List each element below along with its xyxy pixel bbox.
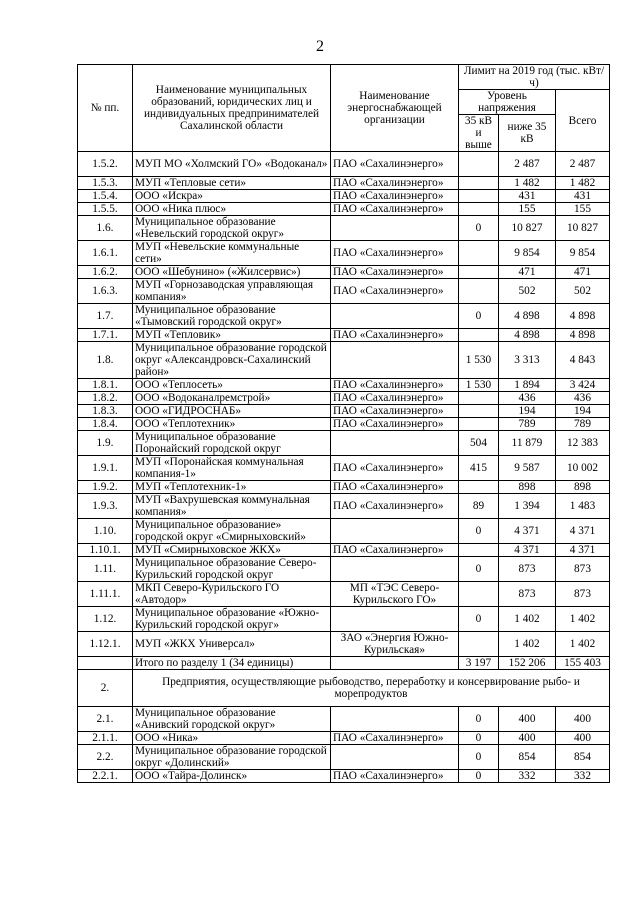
- row-number: 1.12.: [78, 607, 133, 632]
- table-row: [78, 481, 610, 494]
- row-number: 1.11.: [78, 557, 133, 582]
- row-limit-35kv: 3 197: [459, 657, 499, 670]
- row-name: МУП «Теплотехник-1»: [133, 481, 331, 494]
- row-number: 1.10.1.: [78, 544, 133, 557]
- row-name: ООО «ГИДРОСНАБ»: [133, 405, 331, 418]
- row-limit-below-35kv: 332: [499, 770, 556, 783]
- table-row: [78, 304, 610, 329]
- row-name: ООО «Ника»: [133, 732, 331, 745]
- table-body: [78, 152, 610, 783]
- limits-table: [77, 64, 610, 783]
- row-limit-35kv: [459, 241, 499, 266]
- row-limit-35kv: [459, 418, 499, 431]
- row-name: МУП «Горнозаводская управляющая компания»: [133, 279, 331, 304]
- row-limit-total: 332: [556, 770, 610, 783]
- row-limit-total: 789: [556, 418, 610, 431]
- table-row: [78, 203, 610, 216]
- page-number: 2: [316, 38, 324, 55]
- row-number: 1.5.5.: [78, 203, 133, 216]
- row-name: Муниципальное образование городской округ «Александровск-Сахалинский район»: [133, 342, 331, 379]
- table-row: [78, 392, 610, 405]
- row-limit-total: 4 371: [556, 544, 610, 557]
- row-name: МУП «Тепловые сети»: [133, 177, 331, 190]
- row-limit-35kv: 1 530: [459, 342, 499, 379]
- row-name: ООО «Теплотехник»: [133, 418, 331, 431]
- table-row: [78, 279, 610, 304]
- header-below-35kv: ниже 35 кВ: [499, 115, 556, 152]
- row-name: ООО «Шебунино» («Жилсервис»): [133, 266, 331, 279]
- row-number: 1.5.4.: [78, 190, 133, 203]
- row-limit-35kv: [459, 632, 499, 657]
- row-energy-supplier: [331, 431, 459, 456]
- table-row: [78, 456, 610, 481]
- row-energy-supplier: ПАО «Сахалинэнерго»: [331, 544, 459, 557]
- row-limit-total: 4 898: [556, 329, 610, 342]
- row-limit-total: 873: [556, 557, 610, 582]
- row-number: 1.8.1.: [78, 379, 133, 392]
- table-row: [78, 582, 610, 607]
- row-limit-total: 9 854: [556, 241, 610, 266]
- row-energy-supplier: ПАО «Сахалинэнерго»: [331, 392, 459, 405]
- row-name: МУП МО «Холмский ГО» «Водоканал»: [133, 152, 331, 177]
- row-limit-below-35kv: 1 402: [499, 607, 556, 632]
- row-limit-35kv: [459, 266, 499, 279]
- table-row: [78, 405, 610, 418]
- row-name: Муниципальное образование «Невельский городской округ»: [133, 216, 331, 241]
- row-limit-35kv: [459, 392, 499, 405]
- row-limit-total: 436: [556, 392, 610, 405]
- row-limit-below-35kv: 873: [499, 557, 556, 582]
- row-energy-supplier: ПАО «Сахалинэнерго»: [331, 241, 459, 266]
- row-limit-total: 12 383: [556, 431, 610, 456]
- row-limit-total: 431: [556, 190, 610, 203]
- row-number: 1.7.1.: [78, 329, 133, 342]
- header-total: Всего: [556, 90, 610, 152]
- row-number: 1.6.3.: [78, 279, 133, 304]
- row-limit-below-35kv: 431: [499, 190, 556, 203]
- row-limit-total: 1 402: [556, 632, 610, 657]
- row-name: МУП «Невельские коммунальные сети»: [133, 241, 331, 266]
- row-energy-supplier: ПАО «Сахалинэнерго»: [331, 405, 459, 418]
- row-energy-supplier: [331, 519, 459, 544]
- row-limit-total: 2 487: [556, 152, 610, 177]
- row-limit-below-35kv: 194: [499, 405, 556, 418]
- row-name: МУП «Тепловик»: [133, 329, 331, 342]
- row-limit-35kv: [459, 481, 499, 494]
- row-energy-supplier: [331, 216, 459, 241]
- row-energy-supplier: ПАО «Сахалинэнерго»: [331, 732, 459, 745]
- row-limit-below-35kv: 155: [499, 203, 556, 216]
- row-limit-below-35kv: 471: [499, 266, 556, 279]
- row-number: 1.9.: [78, 431, 133, 456]
- table-row: [78, 607, 610, 632]
- row-energy-supplier: ПАО «Сахалинэнерго»: [331, 494, 459, 519]
- row-limit-below-35kv: 4 898: [499, 304, 556, 329]
- row-limit-below-35kv: 1 894: [499, 379, 556, 392]
- row-number: 1.6.1.: [78, 241, 133, 266]
- row-energy-supplier: [331, 557, 459, 582]
- row-limit-below-35kv: 4 371: [499, 544, 556, 557]
- row-name: МКП Северо-Курильского ГО «Автодор»: [133, 582, 331, 607]
- row-limit-total: 854: [556, 745, 610, 770]
- row-limit-below-35kv: 1 394: [499, 494, 556, 519]
- row-number: 1.8.3.: [78, 405, 133, 418]
- row-energy-supplier: ПАО «Сахалинэнерго»: [331, 177, 459, 190]
- row-name: Муниципальное образование «Анивский городской округ»: [133, 707, 331, 732]
- row-limit-total: 898: [556, 481, 610, 494]
- row-limit-35kv: [459, 177, 499, 190]
- row-number: 1.8.2.: [78, 392, 133, 405]
- row-number: 1.8.4.: [78, 418, 133, 431]
- row-limit-below-35kv: 3 313: [499, 342, 556, 379]
- row-limit-total: 4 371: [556, 519, 610, 544]
- row-limit-total: 10 002: [556, 456, 610, 481]
- row-name: МУП «Вахрушевская коммунальная компания»: [133, 494, 331, 519]
- row-name: ООО «Водоканалремстрой»: [133, 392, 331, 405]
- table-row: [78, 494, 610, 519]
- row-limit-35kv: [459, 279, 499, 304]
- row-limit-total: 194: [556, 405, 610, 418]
- row-limit-35kv: 1 530: [459, 379, 499, 392]
- row-energy-supplier: ПАО «Сахалинэнерго»: [331, 379, 459, 392]
- row-limit-total: 155 403: [556, 657, 610, 670]
- row-name: ООО «Теплосеть»: [133, 379, 331, 392]
- row-limit-below-35kv: 1 402: [499, 632, 556, 657]
- row-limit-total: 155: [556, 203, 610, 216]
- row-limit-below-35kv: 400: [499, 707, 556, 732]
- row-limit-below-35kv: 854: [499, 745, 556, 770]
- row-limit-below-35kv: 898: [499, 481, 556, 494]
- row-limit-below-35kv: 400: [499, 732, 556, 745]
- row-name: ООО «Тайра-Долинск»: [133, 770, 331, 783]
- row-energy-supplier: ПАО «Сахалинэнерго»: [331, 329, 459, 342]
- row-name: Муниципальное образование «Тымовский городской округ»: [133, 304, 331, 329]
- row-number: 1.8.: [78, 342, 133, 379]
- row-limit-below-35kv: 10 827: [499, 216, 556, 241]
- row-limit-below-35kv: 502: [499, 279, 556, 304]
- row-limit-35kv: 0: [459, 732, 499, 745]
- row-name: Муниципальное образование» городской округ «Смирныховский»: [133, 519, 331, 544]
- table-row: [78, 557, 610, 582]
- section-row: [78, 670, 610, 707]
- row-energy-supplier: ПАО «Сахалинэнерго»: [331, 279, 459, 304]
- row-number: 1.6.: [78, 216, 133, 241]
- row-limit-total: 873: [556, 582, 610, 607]
- row-energy-supplier: [331, 657, 459, 670]
- row-energy-supplier: ПАО «Сахалинэнерго»: [331, 418, 459, 431]
- row-number: 2.1.1.: [78, 732, 133, 745]
- row-name: Муниципальное образование Северо-Курильский городской округ: [133, 557, 331, 582]
- row-limit-below-35kv: 9 587: [499, 456, 556, 481]
- header-org: Наименование энергоснабжающей организации: [331, 65, 459, 152]
- row-name: МУП «Поронайская коммунальная компания-1»: [133, 456, 331, 481]
- table-header: [78, 65, 610, 152]
- row-limit-35kv: 415: [459, 456, 499, 481]
- table-row: [78, 707, 610, 732]
- row-energy-supplier: ПАО «Сахалинэнерго»: [331, 770, 459, 783]
- row-number: 1.9.1.: [78, 456, 133, 481]
- row-limit-35kv: 0: [459, 707, 499, 732]
- row-limit-35kv: 0: [459, 745, 499, 770]
- row-limit-below-35kv: 873: [499, 582, 556, 607]
- row-limit-total: 502: [556, 279, 610, 304]
- row-energy-supplier: [331, 304, 459, 329]
- row-limit-below-35kv: 4 898: [499, 329, 556, 342]
- row-name: МУП «ЖКХ Универсал»: [133, 632, 331, 657]
- header-num: № пп.: [78, 65, 133, 152]
- row-name: Муниципальное образование Поронайский городской округ: [133, 431, 331, 456]
- row-limit-below-35kv: 9 854: [499, 241, 556, 266]
- row-limit-total: 3 424: [556, 379, 610, 392]
- row-limit-35kv: 0: [459, 557, 499, 582]
- table-row: [78, 177, 610, 190]
- row-limit-below-35kv: 11 879: [499, 431, 556, 456]
- row-limit-total: 1 402: [556, 607, 610, 632]
- row-limit-below-35kv: 1 482: [499, 177, 556, 190]
- row-number: 1.5.3.: [78, 177, 133, 190]
- row-number: 1.6.2.: [78, 266, 133, 279]
- table-row: [78, 379, 610, 392]
- header-name: Наименование муниципальных образований, юридических лиц и индивидуальных предпринимателей Сахалинской области: [133, 65, 331, 152]
- section-title: Предприятия, осуществляющие рыбоводство, переработку и консервирование рыбо- и морепродуктов: [133, 670, 610, 707]
- row-energy-supplier: [331, 342, 459, 379]
- row-number: [78, 657, 133, 670]
- row-limit-35kv: [459, 582, 499, 607]
- table-row: [78, 216, 610, 241]
- row-number: 1.5.2.: [78, 152, 133, 177]
- row-limit-below-35kv: 2 487: [499, 152, 556, 177]
- row-limit-below-35kv: 152 206: [499, 657, 556, 670]
- row-number: 1.11.1.: [78, 582, 133, 607]
- row-name: ООО «Искра»: [133, 190, 331, 203]
- row-limit-35kv: [459, 405, 499, 418]
- header-limit: Лимит на 2019 год (тыс. кВт/ч): [459, 65, 610, 90]
- row-limit-below-35kv: 436: [499, 392, 556, 405]
- row-number: 2.1.: [78, 707, 133, 732]
- row-energy-supplier: ПАО «Сахалинэнерго»: [331, 152, 459, 177]
- row-limit-total: 10 827: [556, 216, 610, 241]
- row-name: ООО «Ника плюс»: [133, 203, 331, 216]
- row-limit-total: 400: [556, 732, 610, 745]
- table-row: [78, 732, 610, 745]
- row-limit-35kv: 0: [459, 607, 499, 632]
- row-number: 1.7.: [78, 304, 133, 329]
- row-limit-35kv: [459, 544, 499, 557]
- row-name: Муниципальное образование городской округ «Долинский»: [133, 745, 331, 770]
- row-limit-35kv: 0: [459, 216, 499, 241]
- table-row: [78, 418, 610, 431]
- header-voltage-level: Уровень напряжения: [459, 90, 556, 115]
- row-limit-35kv: 89: [459, 494, 499, 519]
- row-limit-below-35kv: 4 371: [499, 519, 556, 544]
- table-row: [78, 632, 610, 657]
- row-limit-total: 1 483: [556, 494, 610, 519]
- row-limit-35kv: [459, 329, 499, 342]
- row-number: 1.9.3.: [78, 494, 133, 519]
- table-row: [78, 241, 610, 266]
- row-limit-35kv: 0: [459, 304, 499, 329]
- row-limit-35kv: 0: [459, 519, 499, 544]
- row-energy-supplier: ЗАО «Энергия Южно-Курильская»: [331, 632, 459, 657]
- header-35kv: 35 кВ и выше: [459, 115, 499, 152]
- table-row: [78, 519, 610, 544]
- table-row: [78, 342, 610, 379]
- row-name: Итого по разделу 1 (34 единицы): [133, 657, 331, 670]
- table-row: [78, 745, 610, 770]
- table-row: [78, 657, 610, 670]
- row-limit-total: 4 843: [556, 342, 610, 379]
- row-number: 2.2.: [78, 745, 133, 770]
- table-row: [78, 152, 610, 177]
- row-energy-supplier: ПАО «Сахалинэнерго»: [331, 266, 459, 279]
- row-limit-35kv: [459, 203, 499, 216]
- row-limit-total: 1 482: [556, 177, 610, 190]
- table-row: [78, 190, 610, 203]
- row-energy-supplier: ПАО «Сахалинэнерго»: [331, 456, 459, 481]
- row-energy-supplier: ПАО «Сахалинэнерго»: [331, 203, 459, 216]
- row-number: 1.9.2.: [78, 481, 133, 494]
- row-limit-below-35kv: 789: [499, 418, 556, 431]
- row-name: МУП «Смирныховское ЖКХ»: [133, 544, 331, 557]
- table-row: [78, 266, 610, 279]
- row-energy-supplier: ПАО «Сахалинэнерго»: [331, 190, 459, 203]
- row-energy-supplier: [331, 745, 459, 770]
- row-limit-total: 471: [556, 266, 610, 279]
- row-energy-supplier: МП «ТЭС Северо-Курильского ГО»: [331, 582, 459, 607]
- row-limit-35kv: [459, 152, 499, 177]
- row-limit-35kv: [459, 190, 499, 203]
- row-limit-total: 400: [556, 707, 610, 732]
- row-energy-supplier: [331, 707, 459, 732]
- table-row: [78, 329, 610, 342]
- row-limit-35kv: 504: [459, 431, 499, 456]
- row-energy-supplier: [331, 607, 459, 632]
- row-limit-35kv: 0: [459, 770, 499, 783]
- row-limit-total: 4 898: [556, 304, 610, 329]
- table-row: [78, 770, 610, 783]
- row-number: 2.2.1.: [78, 770, 133, 783]
- row-number: 1.10.: [78, 519, 133, 544]
- row-name: Муниципальное образование «Южно-Курильский городской округ»: [133, 607, 331, 632]
- row-number: 1.12.1.: [78, 632, 133, 657]
- section-number: 2.: [78, 670, 133, 707]
- row-energy-supplier: ПАО «Сахалинэнерго»: [331, 481, 459, 494]
- table-row: [78, 544, 610, 557]
- table-row: [78, 431, 610, 456]
